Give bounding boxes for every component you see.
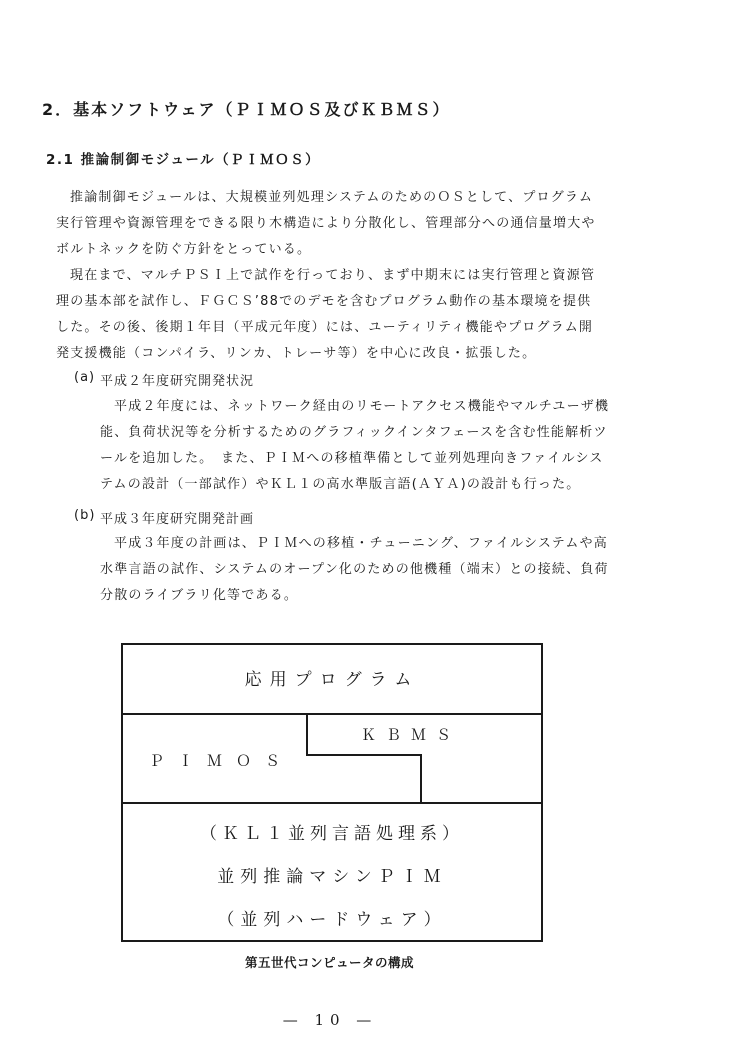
paragraph-line: 現在まで、マルチＰＳＩ上で試作を行っており、まず中期末には実行管理と資源管 [70, 268, 596, 283]
pimos-layer-label: ＰＩＭＯＳ [149, 752, 295, 770]
paragraph-line: テムの設計（一部試作）やＫＬ１の高水準版言語(ＡＹＡ)の設計も行った。 [100, 477, 581, 492]
subsection-marker: (b) [74, 508, 96, 523]
subsection-title: 平成３年度研究開発計画 [100, 512, 255, 527]
application-layer-label: 応用プログラム [244, 670, 420, 690]
subsection-heading: 2.1 推論制御モジュール（ＰＩＭＯＳ） [46, 152, 321, 168]
paragraph-line: 水準言語の試作、システムのオープン化のための他機種（端末）との接続、負荷 [100, 562, 609, 577]
subsection-marker: (a) [74, 370, 96, 385]
paragraph-line: 平成３年度の計画は、ＰＩＭへの移植・チューニング、ファイルシステムや高 [114, 536, 608, 551]
paragraph-line: 発支援機能（コンパイラ、リンカ、トレーサ等）を中心に改良・拡張した。 [56, 346, 537, 361]
paragraph-line: した。その後、後期１年目（平成元年度）には、ユーティリティ機能やプログラム開 [56, 320, 594, 335]
paragraph-line: ボルトネックを防ぐ方針をとっている。 [56, 242, 312, 257]
kl1-layer-label: （ＫＬ１並列言語処理系） [200, 824, 464, 844]
paragraph-line: 推論制御モジュールは、大規模並列処理システムのためのＯＳとして、プログラム [70, 190, 594, 205]
paragraph-line: ールを追加した。 また、ＰＩＭへの移植準備として並列処理向きファイルシス [100, 451, 604, 466]
subsection-title: 平成２年度研究開発状況 [100, 374, 255, 389]
paragraph-line: 平成２年度には、ネットワーク経由のリモートアクセス機能やマルチユーザ機 [114, 399, 610, 414]
paragraph-line: 能、負荷状況等を分析するためのグラフィックインタフェースを含む性能解析ツ [100, 425, 608, 440]
architecture-diagram [121, 643, 543, 942]
hardware-layer-label: （並列ハードウェア） [217, 910, 447, 930]
page-number: — 10 — [282, 1011, 378, 1029]
section-heading: 2．基本ソフトウェア（ＰＩＭＯＳ及びＫＢＭＳ） [42, 100, 451, 119]
paragraph-line: 分散のライブラリ化等である。 [100, 588, 299, 603]
paragraph-line: 理の基本部を試作し、ＦＧＣＳ’88でのデモを含むプログラム動作の基本環境を提供 [56, 294, 592, 309]
figure-caption: 第五世代コンピュータの構成 [245, 955, 415, 970]
paragraph-line: 実行管理や資源管理をできる限り木構造により分散化し、管理部分への通信量増大や [56, 216, 596, 231]
pim-layer-label: 並列推論マシンＰＩＭ [217, 867, 447, 887]
kbms-layer-label: ＫＢＭＳ [361, 726, 462, 744]
